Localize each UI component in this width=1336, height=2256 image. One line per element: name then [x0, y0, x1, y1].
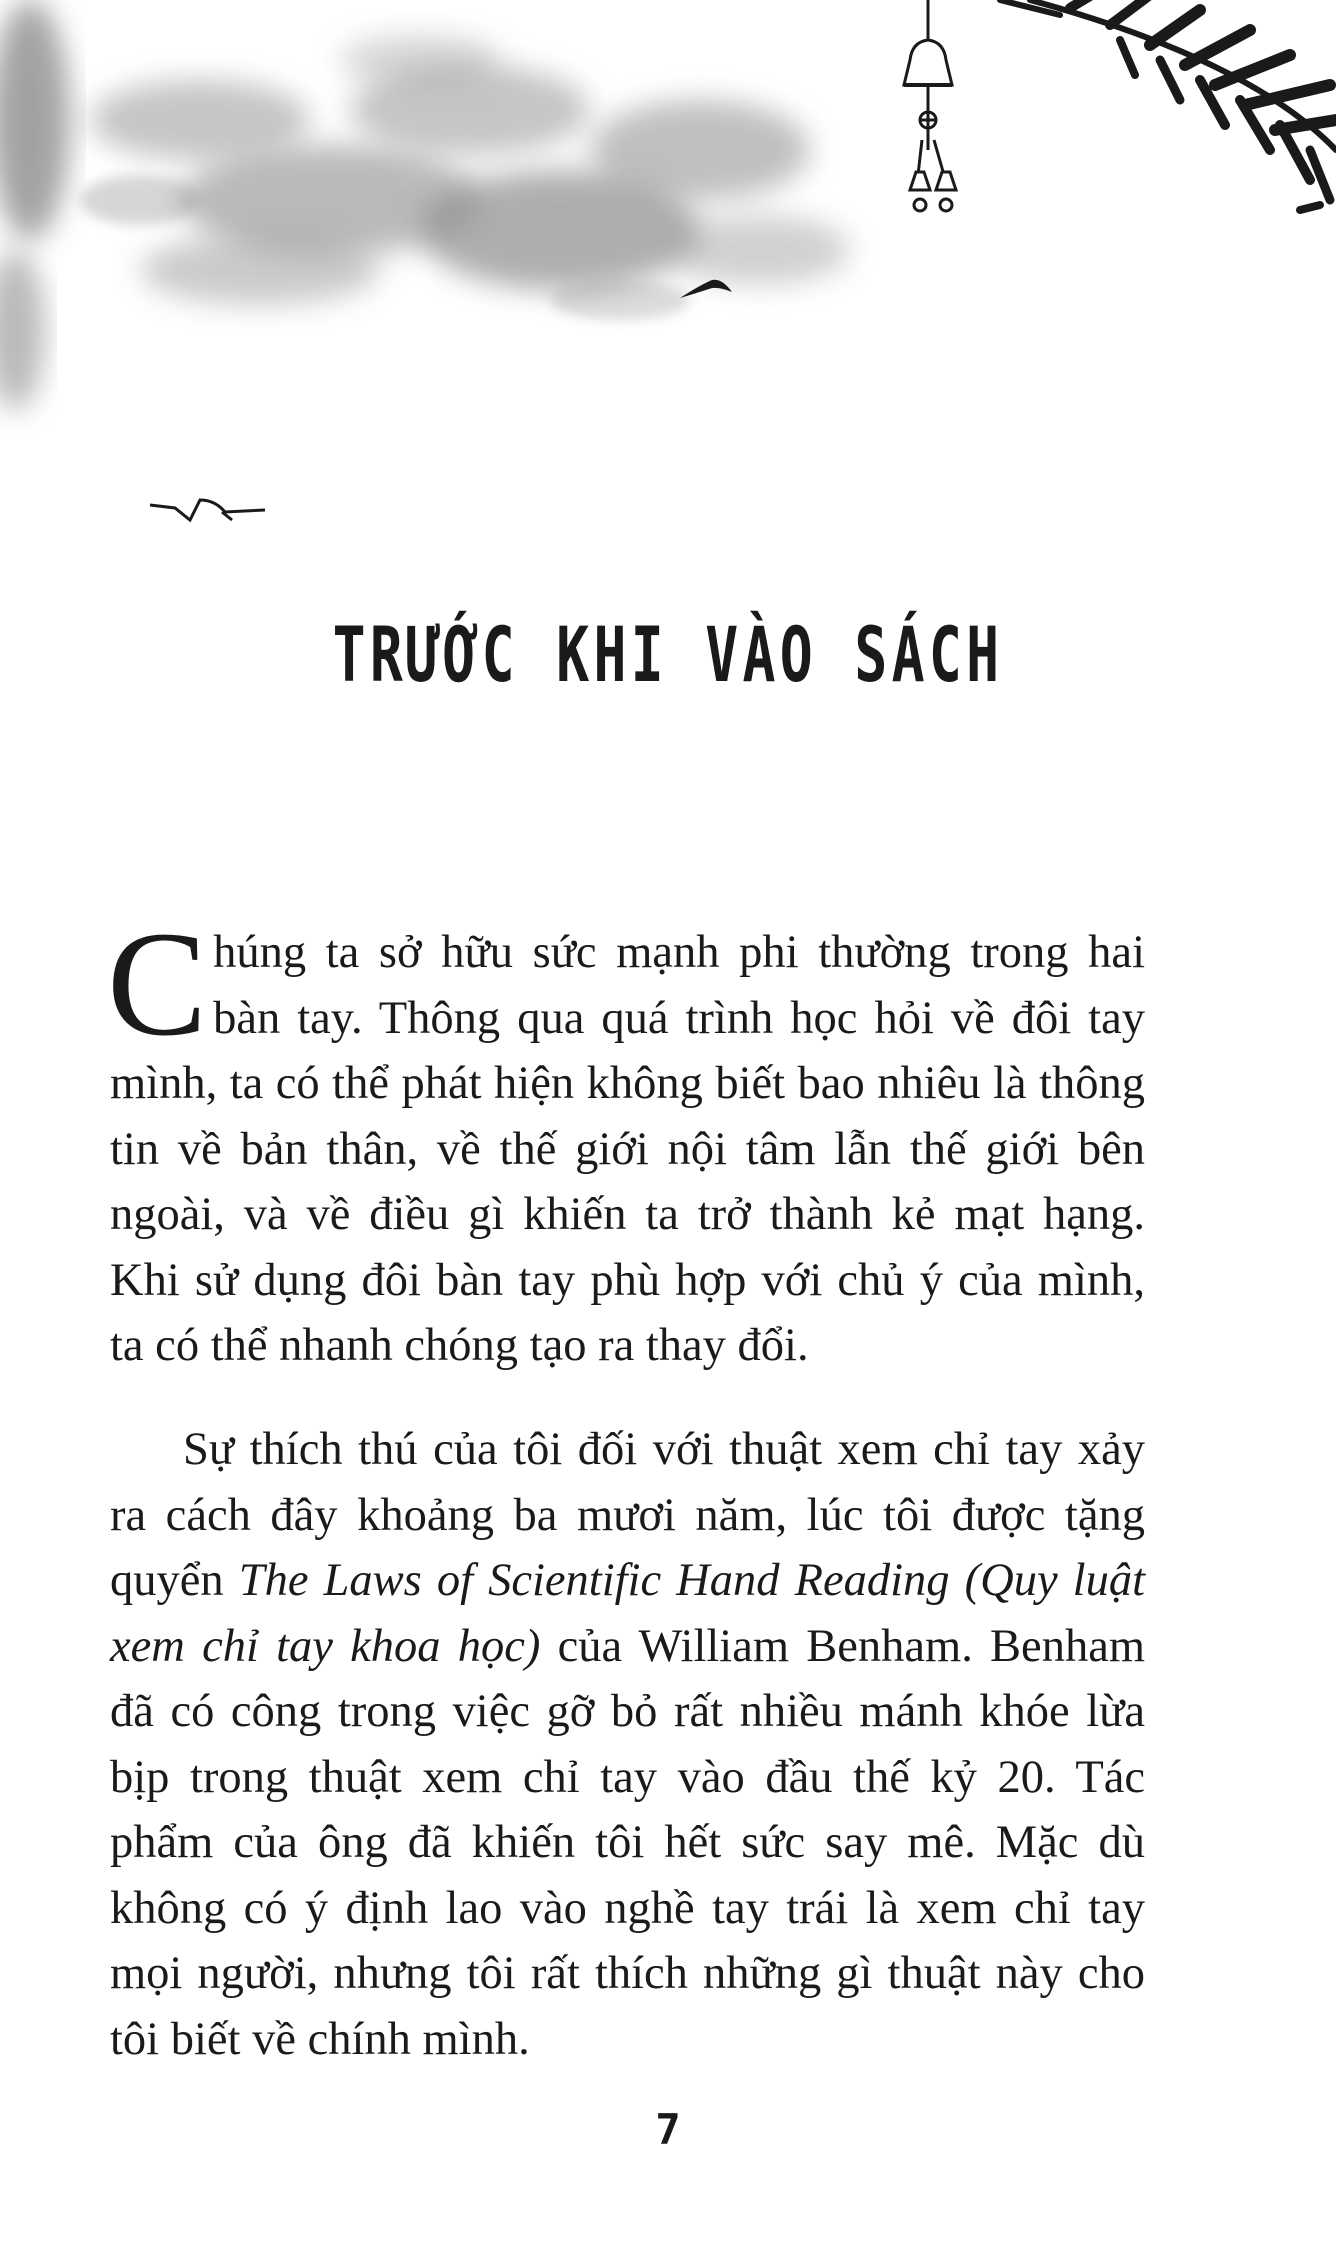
paragraph-2-text-before: Sự thích thú của tôi đối với thuật xem chỉ tay xảy ra cách đây khoảng ba mươi năm, lúc tôi được tặng quyển [110, 1424, 1145, 1606]
bird-icon [150, 500, 265, 520]
header-illustration [0, 0, 1336, 560]
wind-chime-icon [904, 0, 956, 211]
chapter-title: TRƯỚC KHI VÀO SÁCH [332, 610, 1004, 699]
paragraph-1 [107, 901, 1145, 1379]
paragraph-1-text: húng ta sở hữu sức mạnh phi thường trong hai bàn tay. Thông qua quá trình học hỏi về đôi tay mình, ta có thể phát hiện không biết bao nhiêu là thông tin về bản thân, về thế giới nội tâm lẫn thế giới bên ngoài, và về điều gì khiến ta trở thành kẻ mạt hạng. Khi sử dụng đôi bàn tay phù hợp với chủ ý của mình, ta có thể nhanh chóng tạo ra thay đổi. [110, 927, 1145, 1371]
drop-cap: C [107, 901, 208, 1067]
page-number: 7 [655, 2105, 681, 2154]
palm-leaf [1000, 0, 1336, 210]
cloud-sky [0, 0, 850, 410]
paragraph-2 [110, 1417, 1145, 2072]
paragraph-2-text-after: của William Benham. Benham đã có công trong việc gỡ bỏ rất nhiều mánh khóe lừa bịp trong thuật xem chỉ tay vào đầu thế kỷ 20. Tác phẩm của ông đã khiến tôi hết sức say mê. Mặc dù không có ý định lao vào nghề tay trái là xem chỉ tay mọi người, nhưng tôi rất thích những gì thuật này cho tôi biết về chính mình. [110, 1620, 1145, 2065]
bird-icon [680, 280, 732, 298]
book-title: The Laws of Scientific Hand Reading (Quy luật xem chỉ tay khoa học) [110, 1555, 1145, 1672]
